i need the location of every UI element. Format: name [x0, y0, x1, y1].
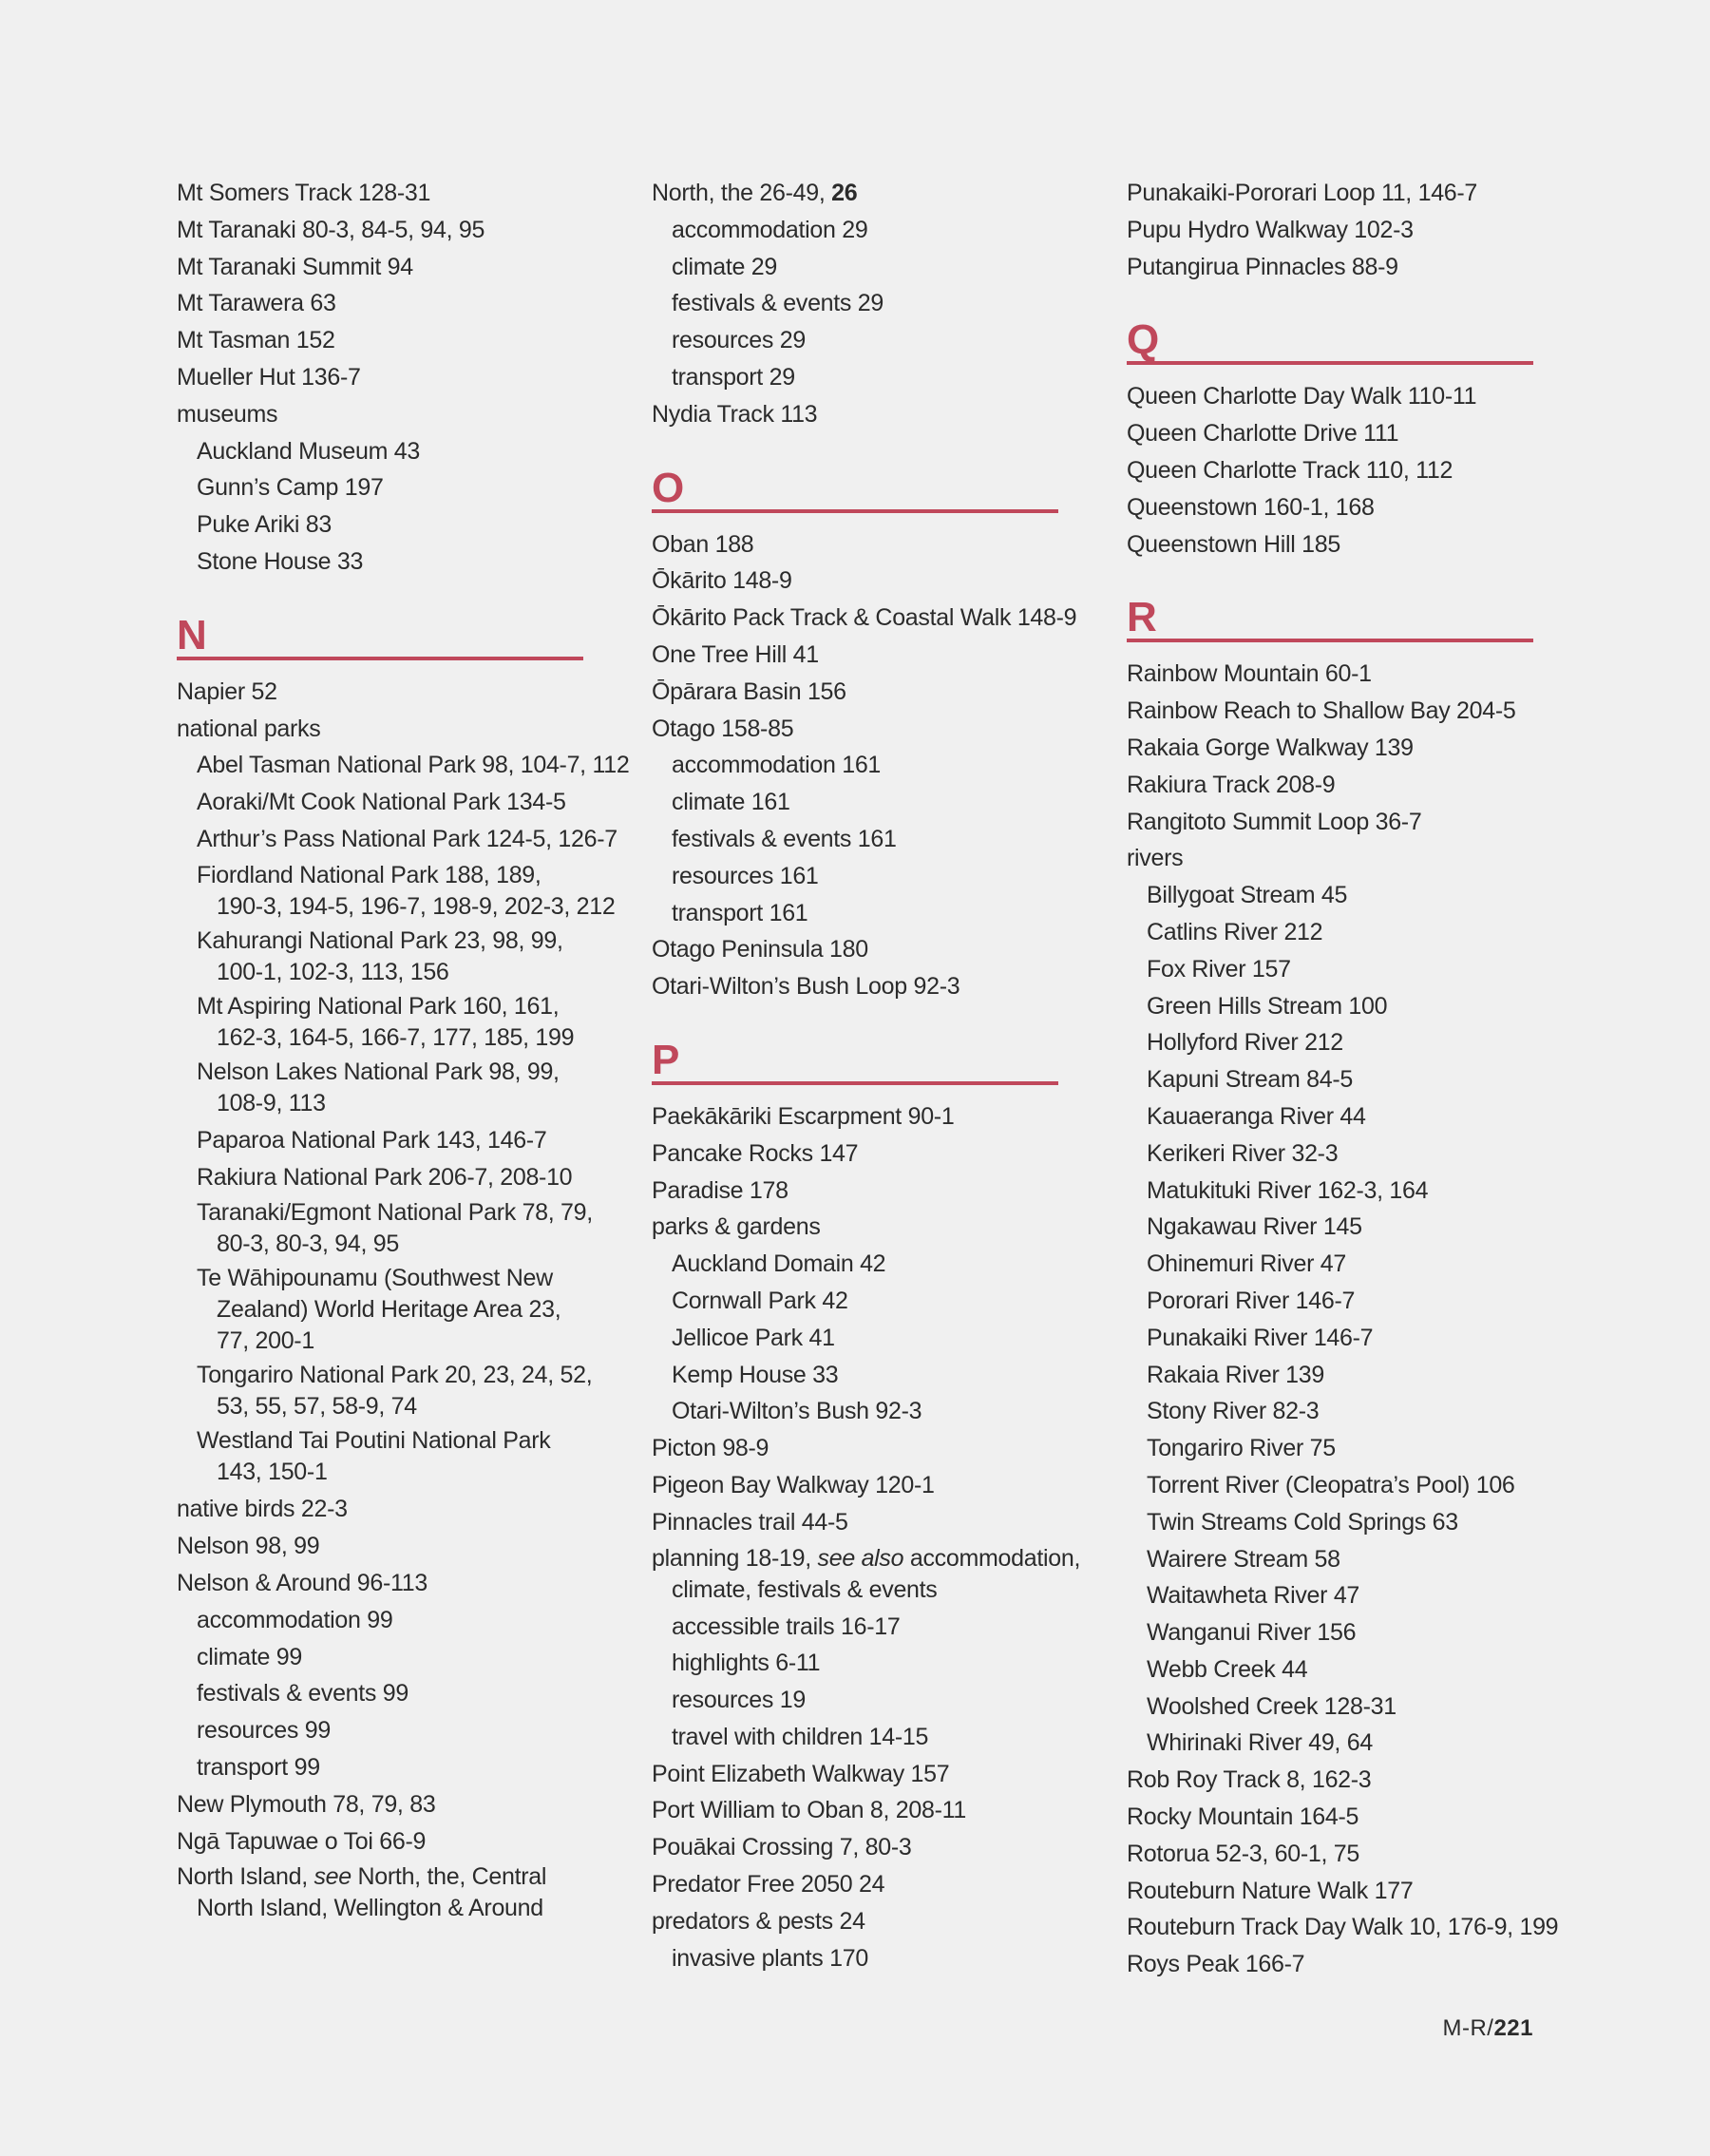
index-subentry: [177, 1159, 585, 1196]
index-subentry: [1127, 1320, 1535, 1357]
section-letter: R: [1127, 594, 1157, 641]
entry-continuation: 80-3, 80-3, 94, 95: [217, 1231, 399, 1258]
index-entry: [177, 711, 585, 748]
entry-continuation: 100-1, 102-3, 113, 156: [217, 958, 449, 985]
entry-text: transport 99: [197, 1753, 320, 1781]
entry-text: Rotorua 52-3, 60-1, 75: [1127, 1840, 1359, 1867]
entry-text: accommodation 161: [672, 752, 882, 779]
index-subentry: [652, 1246, 1060, 1283]
index-subentry: [652, 895, 1060, 932]
index-entry: [1127, 1762, 1535, 1799]
index-subentry: [1127, 1430, 1535, 1467]
index-entry: [1127, 804, 1535, 841]
index-entry: [1127, 1799, 1535, 1836]
entry-text: parks & gardens: [652, 1213, 821, 1241]
index-subentry: [177, 1122, 585, 1159]
entry-text: Queen Charlotte Track 110, 112: [1127, 456, 1454, 484]
index-subentry: [652, 1357, 1060, 1394]
section-letter: N: [177, 611, 207, 658]
index-subentry: [1127, 1173, 1535, 1210]
entry-text: Auckland Domain 42: [672, 1250, 886, 1278]
entry-text: Westland Tai Poutini National Park: [197, 1427, 551, 1455]
index-subentry: [652, 1719, 1060, 1756]
entry-text: Torrent River (Cleopatra’s Pool) 106: [1147, 1471, 1515, 1498]
entry-text: Paekākāriki Escarpment 90-1: [652, 1102, 955, 1130]
entry-text: Nydia Track 113: [652, 400, 818, 428]
index-subentry: [1127, 1246, 1535, 1283]
index-subentry: [177, 1360, 593, 1422]
entry-text: museums: [177, 400, 278, 428]
entry-text: Punakaiki-Pororari Loop 11, 146-7: [1127, 180, 1478, 206]
index-entry: [177, 175, 585, 212]
entry-text: Rakaia River 139: [1147, 1361, 1324, 1388]
entry-text: Kapuni Stream 84-5: [1147, 1066, 1353, 1094]
index-subentry: [177, 1675, 585, 1712]
entry-text: Rocky Mountain 164-5: [1127, 1803, 1359, 1831]
index-subentry: [1127, 1209, 1535, 1246]
index-subentry: [652, 1645, 1060, 1682]
index-entry: [177, 212, 585, 249]
entry-text: Webb Creek 44: [1147, 1655, 1308, 1683]
index-entry: [652, 1756, 1060, 1793]
index-entry: [177, 1565, 585, 1602]
entry-text: Kauaeranga River 44: [1147, 1102, 1366, 1130]
entry-text: rivers: [1127, 845, 1184, 872]
entry-text: Ohinemuri River 47: [1147, 1250, 1346, 1278]
entry-text: Nelson & Around 96-113: [177, 1569, 428, 1596]
index-entry: [1127, 489, 1535, 526]
index-subentry: [177, 991, 585, 1054]
index-entry: [1127, 656, 1535, 693]
entry-text: Point Elizabeth Walkway 157: [652, 1760, 950, 1787]
section-heading-n: [177, 611, 583, 660]
entry-text: Te Wāhipounamu (Southwest New: [197, 1265, 553, 1292]
entry-text: accessible trails 16-17: [672, 1612, 901, 1640]
index-entry: [652, 1098, 1060, 1135]
entry-text: Rakiura Track 208-9: [1127, 771, 1336, 798]
entry-text: Wanganui River 156: [1147, 1619, 1357, 1647]
index-entry: [177, 1786, 585, 1823]
entry-text: Mt Taranaki Summit 94: [177, 253, 413, 280]
entry-text: Paradise 178: [652, 1176, 788, 1204]
entry-text: Rakaia Gorge Walkway 139: [1127, 734, 1414, 761]
index-subentry: [652, 1940, 1060, 1977]
section-heading-o: [652, 464, 1058, 513]
index-subentry: [1127, 877, 1535, 914]
entry-text: Stone House 33: [197, 547, 364, 575]
entry-text: Hollyford River 212: [1147, 1029, 1343, 1057]
entry-text: Billygoat Stream 45: [1147, 882, 1348, 909]
index-entry: [652, 396, 1060, 433]
index-subentry: [177, 1057, 585, 1119]
entry-text: Otari-Wilton’s Bush Loop 92-3: [652, 973, 960, 1001]
entry-text: Otago Peninsula 180: [652, 936, 868, 964]
index-subentry: [1127, 1725, 1535, 1762]
entry-text: Putangirua Pinnacles 88-9: [1127, 253, 1398, 280]
entry-text: Picton 98-9: [652, 1435, 770, 1462]
index-subentry: [1127, 1061, 1535, 1098]
index-entry: [1127, 415, 1535, 452]
index-entry: [1127, 1836, 1535, 1873]
entry-text: Abel Tasman National Park 98, 104-7, 112: [197, 752, 630, 779]
index-entry: [1127, 1909, 1559, 1946]
index-entry: [177, 249, 585, 286]
entry-text: Tongariro River 75: [1147, 1435, 1336, 1462]
index-entry: [1127, 1946, 1535, 1983]
index-subentry: [177, 1197, 593, 1260]
index-entry: [652, 1543, 1081, 1606]
index-entry: [1127, 378, 1535, 415]
index-subentry: [652, 322, 1060, 359]
index-subentry: [1127, 1135, 1535, 1173]
index-subentry: [177, 821, 618, 858]
entry-continuation: 143, 150-1: [217, 1459, 328, 1486]
entry-text: Taranaki/Egmont National Park 78, 79,: [197, 1199, 593, 1227]
index-entry: [177, 396, 585, 433]
entry-text: North, the 26-49,: [652, 180, 832, 206]
entry-continuation: 77, 200-1: [217, 1327, 314, 1355]
index-entry: [177, 322, 585, 359]
index-subentry: [652, 784, 1060, 821]
entry-text: Woolshed Creek 128-31: [1147, 1692, 1396, 1720]
index-entry: [652, 637, 1060, 674]
index-entry: [652, 1209, 1060, 1246]
index-entry: [1127, 767, 1535, 804]
section-letter: O: [652, 464, 684, 511]
entry-text: Twin Streams Cold Springs 63: [1147, 1508, 1458, 1536]
index-subentry: [652, 1320, 1060, 1357]
index-subentry: [1127, 988, 1535, 1025]
index-entry: [1127, 452, 1535, 489]
index-entry: [652, 1504, 1060, 1541]
see-reference: see: [314, 1863, 352, 1891]
index-subentry: [652, 359, 1060, 396]
entry-text: highlights 6-11: [672, 1650, 821, 1677]
entry-text: festivals & events 99: [197, 1680, 408, 1708]
section-heading-r: [1127, 593, 1533, 642]
entry-text: Ngakawau River 145: [1147, 1213, 1362, 1241]
entry-text: Napier 52: [177, 677, 277, 705]
entry-text: Mueller Hut 136-7: [177, 363, 361, 391]
entry-text: resources 19: [672, 1687, 806, 1714]
entry-text: Rob Roy Track 8, 162-3: [1127, 1766, 1372, 1794]
section-letter: Q: [1127, 316, 1159, 364]
index-entry: [652, 1866, 1060, 1903]
entry-text: Matukituki River 162-3, 164: [1147, 1176, 1429, 1204]
entry-continuation: 190-3, 194-5, 196-7, 198-9, 202-3, 212: [217, 892, 616, 920]
entry-text: Kerikeri River 32-3: [1147, 1139, 1339, 1167]
index-subentry: [1127, 1614, 1535, 1651]
entry-text-rest: North, the, Central: [351, 1863, 547, 1891]
entry-text: transport 161: [672, 899, 808, 926]
index-subentry: [652, 821, 1060, 858]
entry-text: Mt Tarawera 63: [177, 290, 336, 317]
entry-text: native birds 22-3: [177, 1496, 348, 1523]
index-subentry: [177, 544, 585, 581]
entry-text: Pigeon Bay Walkway 120-1: [652, 1471, 935, 1498]
index-subentry: [1127, 1393, 1535, 1430]
index-entry: [177, 1491, 585, 1528]
entry-text: planning 18-19,: [652, 1544, 818, 1572]
index-subentry: [1127, 1504, 1535, 1541]
entry-text: Wairere Stream 58: [1147, 1545, 1340, 1573]
entry-continuation: 162-3, 164-5, 166-7, 177, 185, 199: [217, 1023, 575, 1051]
index-subentry: [652, 747, 1060, 784]
entry-text: Pouākai Crossing 7, 80-3: [652, 1834, 912, 1861]
entry-text: Auckland Museum 43: [197, 437, 421, 465]
index-entry: [1127, 212, 1535, 249]
index-entry: [652, 1430, 1060, 1467]
page-footer: [1442, 2014, 1533, 2043]
entry-continuation: 108-9, 113: [217, 1089, 326, 1116]
index-entry: [652, 1903, 1060, 1940]
entry-text: Ōpārara Basin 156: [652, 677, 846, 705]
index-subentry: [652, 1393, 1060, 1430]
index-subentry: [1127, 1689, 1535, 1726]
index-subentry: [652, 1682, 1060, 1719]
entry-text: travel with children 14-15: [672, 1723, 929, 1750]
index-entry: [177, 1823, 585, 1860]
entry-text: accommodation 99: [197, 1606, 393, 1633]
entry-text-rest: accommodation,: [903, 1544, 1081, 1572]
index-subentry: [177, 1712, 585, 1749]
section-heading-q: [1127, 315, 1533, 365]
entry-text: Routeburn Track Day Walk 10, 176-9, 199: [1127, 1914, 1559, 1941]
entry-text: Pancake Rocks 147: [652, 1139, 859, 1167]
entry-text: predators & pests 24: [652, 1907, 865, 1935]
entry-text: Kahurangi National Park 23, 98, 99,: [197, 926, 563, 954]
index-column-3: [1127, 175, 1559, 1983]
entry-text: Queen Charlotte Day Walk 110-11: [1127, 383, 1477, 410]
index-entry: [652, 563, 1060, 600]
entry-text: Mt Taranaki 80-3, 84-5, 94, 95: [177, 216, 485, 243]
index-subentry: [177, 860, 616, 923]
index-subentry: [177, 747, 630, 784]
entry-text: Oban 188: [652, 530, 754, 558]
index-subentry: [177, 1602, 585, 1639]
index-entry: [1127, 175, 1535, 212]
entry-text: Otari-Wilton’s Bush 92-3: [672, 1398, 922, 1425]
index-entry: [177, 674, 585, 711]
entry-text: Whirinaki River 49, 64: [1147, 1729, 1373, 1757]
index-entry: [1127, 1873, 1535, 1910]
index-subentry: [177, 1263, 585, 1357]
page-number: 221: [1493, 2015, 1533, 2041]
index-entry: [652, 526, 1060, 563]
entry-text: New Plymouth 78, 79, 83: [177, 1790, 436, 1818]
entry-text: Puke Ariki 83: [197, 511, 332, 539]
entry-text: Ngā Tapuwae o Toi 66-9: [177, 1827, 427, 1855]
index-entry: [177, 285, 585, 322]
index-entry: [1127, 840, 1535, 877]
entry-text: national parks: [177, 715, 321, 742]
entry-text: Pinnacles trail 44-5: [652, 1508, 848, 1536]
index-entry: [652, 600, 1077, 637]
section-heading-p: [652, 1036, 1058, 1085]
index-subentry: [1127, 1467, 1535, 1504]
index-subentry: [177, 784, 585, 821]
index-subentry: [177, 1639, 585, 1676]
entry-text: Roys Peak 166-7: [1127, 1951, 1305, 1978]
entry-text: Rainbow Reach to Shallow Bay 204-5: [1127, 697, 1516, 725]
section-letter: P: [652, 1036, 680, 1083]
entry-text: Ōkārito Pack Track & Coastal Walk 148-9: [652, 604, 1077, 632]
entry-text: accommodation 29: [672, 216, 868, 243]
index-subentry: [177, 925, 585, 988]
entry-text: Mt Aspiring National Park 160, 161,: [197, 992, 560, 1020]
entry-text: Rangitoto Summit Loop 36-7: [1127, 808, 1422, 835]
index-subentry: [652, 858, 1060, 895]
entry-text: Jellicoe Park 41: [672, 1324, 835, 1351]
index-entry: [652, 1792, 1060, 1829]
index-entry: [652, 1135, 1060, 1173]
entry-text: Tongariro National Park 20, 23, 24, 52,: [197, 1362, 593, 1389]
index-subentry: [652, 1609, 1060, 1646]
index-column-1: [177, 175, 630, 1927]
index-entry: [652, 175, 1060, 212]
entry-text: Nelson Lakes National Park 98, 99,: [197, 1058, 560, 1085]
entry-text: Aoraki/Mt Cook National Park 134-5: [197, 789, 566, 816]
entry-continuation: climate, festivals & events: [672, 1575, 938, 1603]
index-entry: [177, 359, 585, 396]
entry-text: Stony River 82-3: [1147, 1398, 1320, 1425]
index-subentry: [1127, 1357, 1535, 1394]
entry-continuation: 53, 55, 57, 58-9, 74: [217, 1393, 417, 1421]
entry-text: resources 99: [197, 1717, 331, 1745]
entry-text: Nelson 98, 99: [177, 1533, 320, 1560]
entry-text: Fiordland National Park 188, 189,: [197, 861, 542, 888]
index-entry: [652, 931, 1060, 968]
entry-text: One Tree Hill 41: [652, 640, 819, 668]
entry-text: Kemp House 33: [672, 1361, 839, 1388]
entry-text: Waitawheta River 47: [1147, 1582, 1360, 1610]
index-entry: [177, 1528, 585, 1565]
index-subentry: [1127, 1577, 1535, 1614]
index-entry: [652, 1467, 1060, 1504]
index-subentry: [1127, 951, 1535, 988]
entry-text: Mt Tasman 152: [177, 327, 335, 354]
entry-text: Rainbow Mountain 60-1: [1127, 660, 1372, 688]
index-subentry: [652, 249, 1060, 286]
index-subentry: [177, 469, 585, 506]
index-entry: [177, 1861, 585, 1924]
entry-text: Green Hills Stream 100: [1147, 992, 1388, 1020]
index-subentry: [1127, 1283, 1535, 1320]
entry-text: transport 29: [672, 363, 795, 391]
index-entry: [1127, 693, 1535, 730]
entry-main-page: 26: [831, 180, 858, 206]
index-subentry: [1127, 1098, 1535, 1135]
entry-text: climate 161: [672, 789, 790, 816]
see-reference: see also: [817, 1544, 904, 1572]
index-entry: [652, 1173, 1060, 1210]
footer-range: M-R/: [1442, 2015, 1494, 2041]
entry-text: Queenstown Hill 185: [1127, 530, 1340, 558]
index-subentry: [1127, 1651, 1535, 1689]
entry-text: Rakiura National Park 206-7, 208-10: [197, 1163, 573, 1191]
index-entry: [652, 968, 1060, 1005]
entry-text: Ōkārito 148-9: [652, 567, 792, 595]
entry-text: resources 161: [672, 862, 819, 889]
index-entry: [1127, 730, 1535, 767]
entry-text: resources 29: [672, 327, 806, 354]
entry-text: Arthur’s Pass National Park 124-5, 126-7: [197, 825, 618, 852]
index-subentry: [652, 285, 1060, 322]
entry-text: Cornwall Park 42: [672, 1287, 848, 1314]
index-entry: [652, 1829, 1060, 1866]
index-subentry: [177, 433, 585, 470]
entry-continuation: Zealand) World Heritage Area 23,: [217, 1296, 561, 1324]
entry-text: Predator Free 2050 24: [652, 1871, 885, 1898]
entry-text: invasive plants 170: [672, 1944, 868, 1972]
index-entry: [1127, 249, 1535, 286]
entry-text: Otago 158-85: [652, 715, 794, 742]
entry-text: Pupu Hydro Walkway 102-3: [1127, 216, 1414, 243]
entry-text: Gunn’s Camp 197: [197, 474, 384, 502]
entry-text: climate 29: [672, 253, 777, 280]
entry-text: festivals & events 161: [672, 825, 897, 852]
index-subentry: [1127, 914, 1535, 951]
entry-text: Pororari River 146-7: [1147, 1287, 1356, 1314]
entry-text: Punakaiki River 146-7: [1147, 1324, 1374, 1351]
index-subentry: [177, 506, 585, 544]
index-entry: [1127, 526, 1535, 563]
index-subentry: [652, 1283, 1060, 1320]
entry-text: Mt Somers Track 128-31: [177, 180, 431, 206]
index-entry: [652, 674, 1060, 711]
entry-text: Port William to Oban 8, 208-11: [652, 1797, 966, 1824]
index-subentry: [652, 212, 1060, 249]
entry-continuation: North Island, Wellington & Around: [197, 1895, 543, 1922]
entry-text: Queen Charlotte Drive 111: [1127, 420, 1399, 448]
index-column-2: [652, 175, 1081, 1976]
entry-text: Fox River 157: [1147, 955, 1291, 983]
index-subentry: [177, 1749, 585, 1786]
entry-text: Queenstown 160-1, 168: [1127, 493, 1375, 521]
index-subentry: [177, 1425, 585, 1488]
entry-text: Catlins River 212: [1147, 918, 1323, 945]
entry-text: Routeburn Nature Walk 177: [1127, 1877, 1414, 1904]
entry-text: festivals & events 29: [672, 290, 884, 317]
entry-text: North Island,: [177, 1863, 314, 1891]
index-subentry: [1127, 1541, 1535, 1578]
index-subentry: [1127, 1024, 1535, 1061]
index-entry: [652, 711, 1060, 748]
entry-text: climate 99: [197, 1643, 302, 1670]
entry-text: Paparoa National Park 143, 146-7: [197, 1126, 547, 1154]
